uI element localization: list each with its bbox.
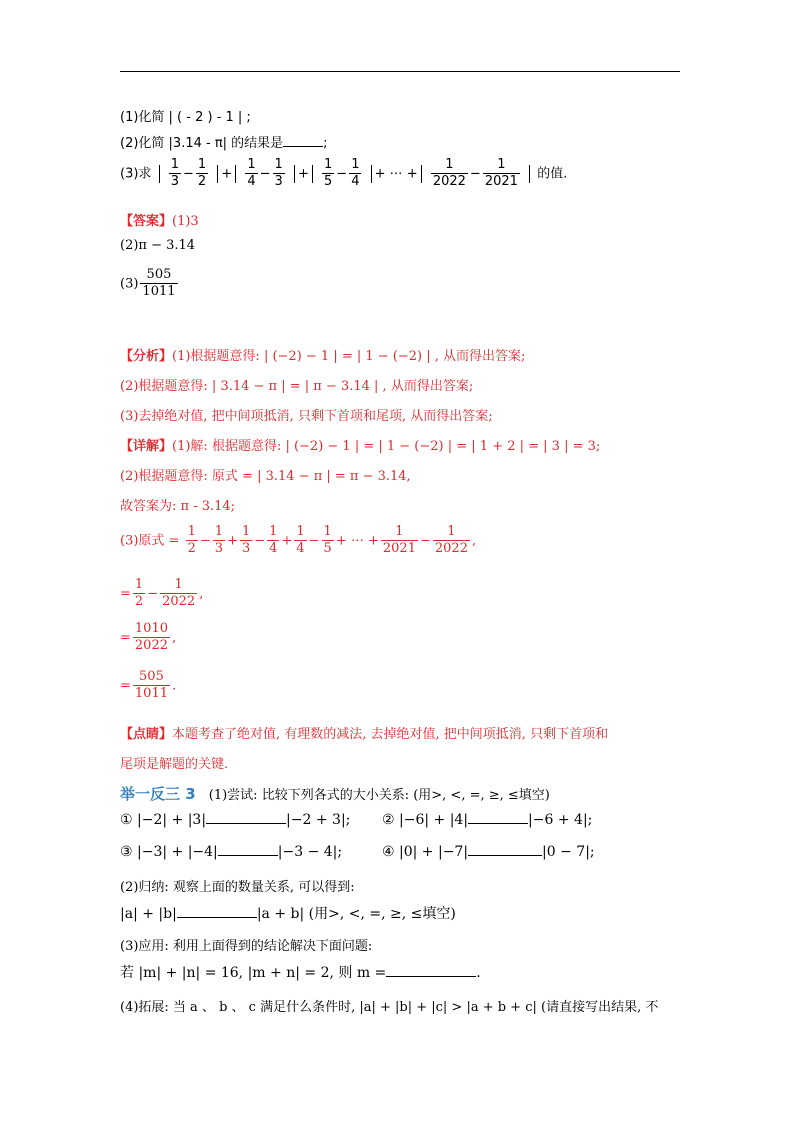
fraction: $\frac{1}{2021}$ bbox=[484, 157, 518, 190]
question-3: (3)求 $\frac{1}{3}$ − $\frac{1}{2}$ + $\frac{1}{4}$ − $\frac{1}{3}$ + $\frac{1}{5}$ − $\frac{1}{4}$ + ⋯ + $\frac{1}{2022}$ − $\frac{1}{2021}$ 的值. bbox=[120, 157, 568, 190]
exercise-3: (3)应用: 利用上面得到的结论解决下面问题: bbox=[120, 939, 373, 954]
answer-line-1 bbox=[120, 210, 199, 229]
answer-2: (2)π − 3.14 bbox=[120, 238, 196, 253]
detail-3-prefix: (3)原式 = bbox=[120, 533, 180, 549]
question-3-suffix: 的值. bbox=[537, 166, 568, 182]
question-2-end: ; bbox=[323, 136, 328, 151]
expr-5a: |a| + |b| bbox=[120, 906, 177, 922]
detail-2b: 故答案为: π - 3.14; bbox=[120, 499, 236, 514]
exercise-line-1 bbox=[120, 783, 550, 804]
answer-blank bbox=[386, 976, 476, 977]
fraction: $\frac{1010}{2022}$ bbox=[134, 621, 168, 654]
step-2: = $\frac{1010}{2022}$ , bbox=[120, 621, 177, 654]
analysis-label: 【分析】 bbox=[120, 349, 173, 364]
exercise-1: (1)尝试: 比较下列各式的大小关系: (用>, <, =, ≥, ≤填空) bbox=[208, 788, 550, 803]
detail-3: (3)原式 = $\frac{1}{2}$ − $\frac{1}{3}$ + $\frac{1}{3}$ − $\frac{1}{4}$ + $\frac{1}{4}$ − $\frac{1}{5}$ + ⋯ + $\frac{1}{2021}$ − $\frac{1}{2022}$ , bbox=[120, 524, 477, 557]
comment-2: 尾项是解题的关键. bbox=[120, 757, 229, 772]
step-1: = $\frac{1}{2}$ − $\frac{1}{2022}$ , bbox=[120, 577, 204, 610]
answer-1: (1)3 bbox=[172, 214, 199, 229]
expr-3a: ③ |−3| + |−4| bbox=[120, 844, 218, 860]
analysis-3: (3)去掉绝对值, 把中间项抵消, 只剩下首项和尾项, 从而得出答案; bbox=[120, 409, 493, 424]
analysis-1: (1)根据题意得: | (−2) − 1 | = | 1 − (−2) | , 从而得出答案; bbox=[172, 349, 526, 364]
fraction: $\frac{1}{2022}$ bbox=[434, 524, 468, 557]
fraction: $\frac{1}{3}$ bbox=[274, 157, 283, 190]
answer-blank bbox=[283, 146, 323, 147]
exercise-title: 举一反三 3 bbox=[120, 785, 196, 803]
fraction: $\frac{1}{4}$ bbox=[296, 524, 305, 557]
fraction: $\frac{1}{3}$ bbox=[170, 157, 179, 190]
fraction: $\frac{505}{1011}$ bbox=[142, 267, 176, 300]
answer-blank bbox=[218, 855, 278, 856]
detail-line-1 bbox=[120, 435, 600, 454]
comment-1: 本题考查了绝对值, 有理数的减法, 去掉绝对值, 把中间项抵消, 只剩下首项和 bbox=[172, 727, 609, 742]
expr-2b: |−6 + 4|; bbox=[528, 812, 593, 828]
fraction: $\frac{1}{4}$ bbox=[269, 524, 278, 557]
comment-line-1 bbox=[120, 723, 608, 742]
question-2 bbox=[120, 132, 328, 151]
question-1: (1)化简 | ( - 2 ) - 1 | ; bbox=[120, 110, 251, 125]
fraction: $\frac{1}{4}$ bbox=[247, 157, 256, 190]
exercise-2: (2)归纳: 观察上面的数量关系, 可以得到: bbox=[120, 880, 355, 895]
fraction: $\frac{1}{2022}$ bbox=[432, 157, 466, 190]
expr-3b: |−3 − 4|; bbox=[277, 844, 343, 860]
exercise-row-2 bbox=[120, 844, 342, 860]
header-rule bbox=[120, 71, 680, 72]
expr-6a: 若 |m| + |n| = 16, |m + n| = 2, 则 m = bbox=[120, 965, 387, 981]
answer-blank bbox=[206, 823, 286, 824]
answer-3-prefix: (3) bbox=[120, 276, 139, 292]
fraction: $\frac{505}{1011}$ bbox=[134, 669, 168, 702]
expr-4a: ④ |0| + |−7| bbox=[382, 844, 469, 860]
fraction: $\frac{1}{2}$ bbox=[134, 577, 144, 610]
fraction: $\frac{1}{2021}$ bbox=[382, 524, 416, 557]
fraction: $\frac{1}{5}$ bbox=[323, 524, 332, 557]
question-3-prefix: (3)求 bbox=[120, 166, 152, 182]
detail-2: (2)根据题意得: 原式 = | 3.14 − π | = π − 3.14, bbox=[120, 469, 411, 484]
analysis-line-1 bbox=[120, 345, 525, 364]
expr-4b: |0 − 7|; bbox=[542, 844, 595, 860]
fraction: $\frac{1}{2}$ bbox=[197, 157, 207, 190]
exercise-row-1 bbox=[120, 812, 350, 828]
answer-3 bbox=[120, 268, 180, 300]
expr-1b: |−2 + 3|; bbox=[286, 812, 351, 828]
answer-blank bbox=[468, 823, 528, 824]
exercise-4: (4)拓展: 当 a 、 b 、 c 满足什么条件时, |a| + |b| + |c| > |a + b + c| (请直接写出结果, 不 bbox=[120, 1000, 659, 1015]
fraction: $\frac{1}{4}$ bbox=[351, 157, 360, 190]
step-3: = $\frac{505}{1011}$ . bbox=[120, 669, 177, 702]
expr-1a: ① |−2| + |3| bbox=[120, 812, 207, 828]
answer-blank bbox=[177, 917, 257, 918]
comment-label: 【点睛】 bbox=[120, 727, 173, 742]
answer-blank bbox=[468, 855, 542, 856]
analysis-2: (2)根据题意得: | 3.14 − π | = | π − 3.14 | , 从而得出答案; bbox=[120, 379, 474, 394]
expr-2a: ② |−6| + |4| bbox=[382, 812, 469, 828]
exercise-row-1b bbox=[382, 812, 592, 828]
fraction: $\frac{1}{2}$ bbox=[187, 524, 196, 557]
fraction: $\frac{1}{3}$ bbox=[241, 524, 251, 557]
fraction: $\frac{1}{3}$ bbox=[214, 524, 224, 557]
fraction: $\frac{1}{5}$ bbox=[324, 157, 333, 190]
exercise-2-formula bbox=[120, 903, 456, 923]
exercise-3-formula bbox=[120, 962, 481, 982]
fraction: $\frac{1}{2022}$ bbox=[162, 577, 196, 610]
expr-5b: |a + b| (用>, <, =, ≥, ≤填空) bbox=[256, 906, 456, 922]
detail-label: 【详解】 bbox=[120, 439, 173, 454]
question-2-text: (2)化简 |3.14 - π| 的结果是 bbox=[120, 136, 284, 151]
exercise-row-2b bbox=[382, 844, 595, 860]
expr-6b: . bbox=[476, 965, 481, 981]
answer-label: 【答案】 bbox=[120, 214, 173, 229]
detail-1: (1)解: 根据题意得: | (−2) − 1 | = | 1 − (−2) | = | 1 + 2 | = | 3 | = 3; bbox=[172, 439, 601, 454]
